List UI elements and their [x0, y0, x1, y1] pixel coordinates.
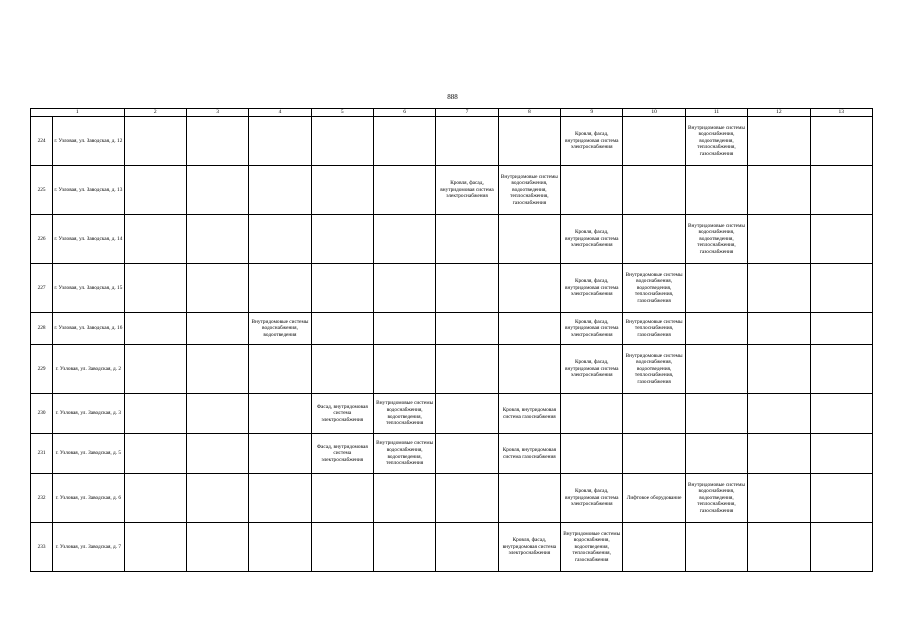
row-number: 233 [31, 523, 53, 572]
work-cell: Внутридомовые системы водоснабжения, водоотведения, теплоснабжения, газоснабжения [498, 166, 560, 215]
work-cell [311, 474, 373, 523]
address-cell: г. Узловая, ул. Заводская, д. 13 [53, 166, 124, 215]
work-cell [249, 394, 311, 434]
work-cell [436, 434, 498, 474]
column-header: 5 [311, 109, 373, 117]
work-cell [685, 523, 747, 572]
work-cell [124, 166, 186, 215]
work-cell [186, 166, 248, 215]
table-row [31, 264, 873, 313]
work-cell [311, 345, 373, 394]
work-cell [810, 394, 873, 434]
work-cell: Лифтовое оборудование [623, 474, 685, 523]
work-cell [810, 474, 873, 523]
work-cell [124, 345, 186, 394]
work-cell [623, 117, 685, 166]
work-cell [186, 117, 248, 166]
work-cell [685, 345, 747, 394]
work-cell [498, 215, 560, 264]
work-cell [810, 434, 873, 474]
work-cell [685, 264, 747, 313]
row-number: 230 [31, 394, 53, 434]
work-cell [685, 434, 747, 474]
work-cell [810, 215, 873, 264]
work-cell [498, 313, 560, 345]
work-cell [186, 345, 248, 394]
capital-repair-table [30, 108, 873, 572]
work-cell [249, 345, 311, 394]
work-cell [311, 264, 373, 313]
work-cell [810, 117, 873, 166]
table-row [31, 523, 873, 572]
work-cell: Внутридомовые системы водоснабжения, водоотведения, теплоснабжения [373, 394, 435, 434]
work-cell [311, 215, 373, 264]
column-header: 9 [561, 109, 623, 117]
work-cell: Кровля, фасад, внутридомовая система электроснабжения [436, 166, 498, 215]
work-cell: Кровля, фасад, внутридомовая система электроснабжения [561, 345, 623, 394]
column-header: 7 [436, 109, 498, 117]
work-cell [124, 313, 186, 345]
address-cell: г. Узловая, ул. Заводская, д. 14 [53, 215, 124, 264]
table-row [31, 166, 873, 215]
work-cell [124, 394, 186, 434]
work-cell [748, 474, 810, 523]
work-cell [436, 345, 498, 394]
row-number: 228 [31, 313, 53, 345]
work-cell [249, 166, 311, 215]
row-number: 225 [31, 166, 53, 215]
column-header: 4 [249, 109, 311, 117]
row-number: 224 [31, 117, 53, 166]
column-header: 10 [623, 109, 685, 117]
work-cell [623, 523, 685, 572]
table-row [31, 215, 873, 264]
work-cell: Кровля, фасад, внутридомовая система электроснабжения [498, 523, 560, 572]
work-cell [436, 117, 498, 166]
work-cell [311, 523, 373, 572]
work-cell [186, 264, 248, 313]
work-cell: Внутридомовые системы водоснабжения, водоотведения [249, 313, 311, 345]
work-cell [436, 313, 498, 345]
work-cell [436, 264, 498, 313]
work-cell [748, 523, 810, 572]
work-cell [186, 474, 248, 523]
address-cell: г. Узловая, ул. Заводская, д. 12 [53, 117, 124, 166]
work-cell [124, 264, 186, 313]
work-cell: Внутридомовые системы водоснабжения, водоотведения, теплоснабжения, газоснабжения [561, 523, 623, 572]
row-number: 229 [31, 345, 53, 394]
work-cell: Кровля, внутридомовая система газоснабжения [498, 394, 560, 434]
row-number: 231 [31, 434, 53, 474]
column-header: 2 [124, 109, 186, 117]
work-cell [623, 166, 685, 215]
work-cell [436, 474, 498, 523]
work-cell [498, 345, 560, 394]
work-cell [124, 117, 186, 166]
work-cell: Кровля, фасад, внутридомовая система электроснабжения [561, 117, 623, 166]
address-cell: г. Узловая, ул. Заводская, д. 7 [53, 523, 124, 572]
table-row [31, 394, 873, 434]
work-cell: Фасад, внутридомовая система электроснабжения [311, 394, 373, 434]
table-row [31, 313, 873, 345]
address-cell: г. Узловая, ул. Заводская, д. 16 [53, 313, 124, 345]
row-number: 232 [31, 474, 53, 523]
work-cell: Внутридомовые системы водоснабжения, водоотведения, теплоснабжения, газоснабжения [685, 474, 747, 523]
work-cell [124, 523, 186, 572]
work-cell [373, 166, 435, 215]
work-cell [249, 215, 311, 264]
table-row [31, 117, 873, 166]
address-cell: г. Узловая, ул. Заводская, д. 5 [53, 434, 124, 474]
column-header: 12 [748, 109, 810, 117]
work-cell: Кровля, фасад, внутридомовая система электроснабжения [561, 474, 623, 523]
work-cell [685, 313, 747, 345]
work-cell [124, 434, 186, 474]
work-cell: Кровля, фасад, внутридомовая система электроснабжения [561, 264, 623, 313]
work-cell [373, 523, 435, 572]
work-cell [373, 117, 435, 166]
work-cell: Внутридомовые системы водоснабжения, водоотведения, теплоснабжения [373, 434, 435, 474]
work-cell [249, 474, 311, 523]
work-cell: Внутридомовые системы теплоснабжения, газоснабжения [623, 313, 685, 345]
work-cell [498, 474, 560, 523]
work-cell: Внутридомовые системы водоснабжения, водоотведения, теплоснабжения, газоснабжения [623, 345, 685, 394]
work-cell [436, 523, 498, 572]
work-cell [748, 434, 810, 474]
work-cell [373, 264, 435, 313]
header-row [31, 109, 873, 117]
work-cell [561, 434, 623, 474]
work-cell [561, 166, 623, 215]
work-cell [498, 117, 560, 166]
row-number: 227 [31, 264, 53, 313]
work-cell [685, 166, 747, 215]
work-cell [311, 313, 373, 345]
work-cell [748, 264, 810, 313]
work-cell: Кровля, внутридомовая система газоснабжения [498, 434, 560, 474]
work-cell [186, 215, 248, 264]
work-cell [373, 215, 435, 264]
work-cell [186, 394, 248, 434]
table-row [31, 434, 873, 474]
work-cell: Внутридомовые системы водоснабжения, водоотведения, теплоснабжения, газоснабжения [685, 117, 747, 166]
work-cell: Кровля, фасад, внутридомовая система электроснабжения [561, 313, 623, 345]
row-number: 226 [31, 215, 53, 264]
work-cell [748, 215, 810, 264]
work-cell [436, 394, 498, 434]
work-cell [748, 117, 810, 166]
column-header: 6 [373, 109, 435, 117]
table-row [31, 345, 873, 394]
work-cell [748, 394, 810, 434]
address-cell: г. Узловая, ул. Заводская, д. 6 [53, 474, 124, 523]
page-number: 888 [447, 93, 458, 101]
address-cell: г. Узловая, ул. Заводская, д. 2 [53, 345, 124, 394]
work-cell [186, 434, 248, 474]
work-cell: Фасад, внутридомовая система электроснабжения [311, 434, 373, 474]
column-header: 3 [186, 109, 248, 117]
column-header: 11 [685, 109, 747, 117]
address-cell: г. Узловая, ул. Заводская, д. 15 [53, 264, 124, 313]
work-cell [623, 215, 685, 264]
work-cell [373, 313, 435, 345]
column-header: 8 [498, 109, 560, 117]
work-cell [249, 264, 311, 313]
work-cell [249, 434, 311, 474]
work-cell [124, 474, 186, 523]
work-cell [124, 215, 186, 264]
work-cell [373, 345, 435, 394]
column-header: 13 [810, 109, 873, 117]
work-cell [810, 264, 873, 313]
work-cell [748, 166, 810, 215]
table-row [31, 474, 873, 523]
work-cell [623, 394, 685, 434]
work-cell [685, 394, 747, 434]
work-cell [311, 166, 373, 215]
work-cell [186, 313, 248, 345]
column-header: 1 [31, 109, 125, 117]
work-cell [810, 345, 873, 394]
work-cell [810, 523, 873, 572]
work-cell [249, 523, 311, 572]
work-cell [498, 264, 560, 313]
address-cell: г. Узловая, ул. Заводская, д. 3 [53, 394, 124, 434]
work-cell [373, 474, 435, 523]
work-cell [186, 523, 248, 572]
work-cell [311, 117, 373, 166]
work-cell [810, 313, 873, 345]
work-cell: Внутридомовые системы водоснабжения, водоотведения, теплоснабжения, газоснабжения [685, 215, 747, 264]
work-cell [748, 345, 810, 394]
work-cell [249, 117, 311, 166]
work-cell [561, 394, 623, 434]
work-cell [436, 215, 498, 264]
work-cell [810, 166, 873, 215]
work-cell [748, 313, 810, 345]
work-cell: Кровля, фасад, внутридомовая система электроснабжения [561, 215, 623, 264]
work-cell: Внутридомовые системы водоснабжения, водоотведения, теплоснабжения, газоснабжения [623, 264, 685, 313]
work-cell [623, 434, 685, 474]
